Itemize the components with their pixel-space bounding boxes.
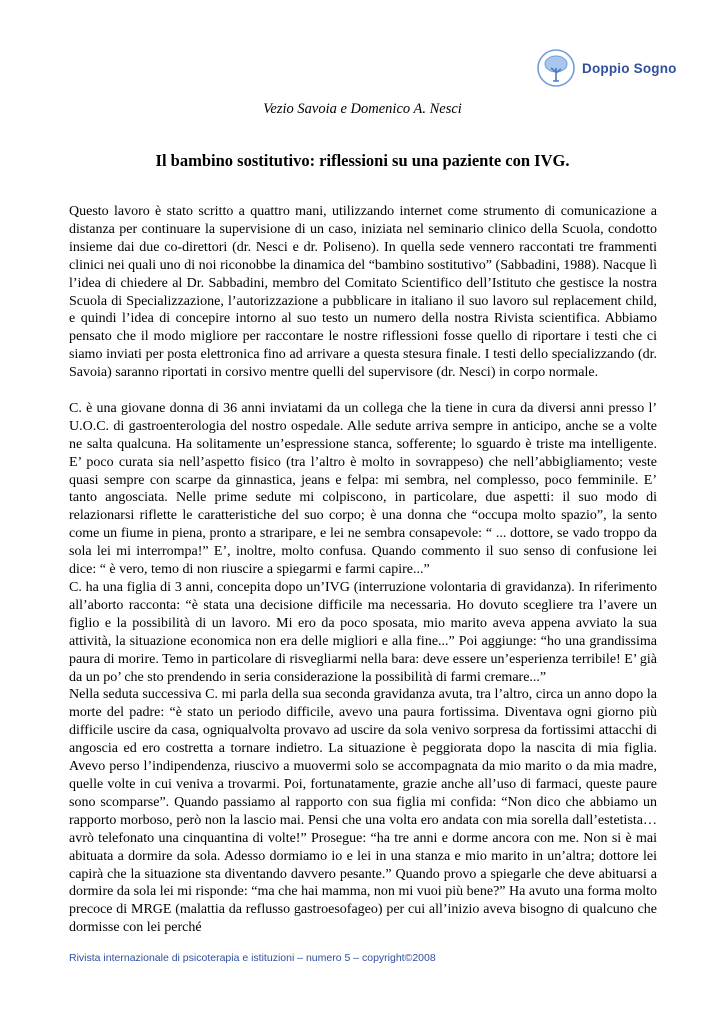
tree-icon [536, 48, 576, 88]
page-footer: Rivista internazionale di psicoterapia e istituzioni – numero 5 – copyright©2008 [69, 952, 436, 964]
paragraph: C. ha una figlia di 3 anni, concepita dopo un’IVG (interruzione volontaria di gravidanza). In riferimento all’aborto racconta: “è stata una decisione difficile ma necessaria. Ho dovuto scegliere tra l’avere un figlio e la possibilità di un lavoro. Mi ero da poco sposata, mio marito aveva appena avviato la sua attività, la situazione economica non era delle migliori e alla fine...” Poi aggiunge: “ho una grandissima paura di morire. Temo in particolare di risvegliarmi nella bara: deve essere un’esperienza terribile! E’ già da un po’ che sto prendendo in seria considerazione la possibilità di farmi cremare...” [69, 580, 657, 685]
paragraph: C. è una giovane donna di 36 anni inviatami da un collega che la tiene in cura da diversi anni presso l’ U.O.C. di gastroenterologia del nostro ospedale. Alle sedute arriva sempre in anticipo, anche se a volte ne salta qualcuna. Ha solitamente un’espressione stanca, sofferente; lo sguardo è triste ma intelligente. E’ poco curata sia nell’aspetto fisico (tra l’altro è molto in sovrappeso) che nell’abbigliamento; veste quasi sempre con scarpe da ginnastica, jeans e felpa: mi sembra, nel complesso, poco femminile. E’ tanto angosciata. Nelle prime sedute mi colpiscono, in particolare, due aspetti: il suo modo di relazionarsi riflette le caratteristiche del suo corpo; è una donna che “occupa molto spazio”, la sento come un fiume in piena, pronto a straripare, e lei ne sembra consapevole: “ ... dottore, se vado troppo da sola lei mi interrompa!” E’, inoltre, molto confusa. Quando commento il suo senso di confusione lei dice: “ è vero, temo di non riuscire a spiegarmi e farmi capire...” [69, 400, 657, 578]
paragraph: Nella seduta successiva C. mi parla della sua seconda gravidanza avuta, tra l’altro, circa un anno dopo la morte del padre: “è stato un periodo difficile, avevo una paura fortissima. Diventava ogni giorno più difficile uscire da casa, ogniqualvolta provavo ad uscire da sola venivo sorpresa da fortissimi attacchi di angoscia ed ero costretta a tornare indietro. La situazione è peggiorata dopo la nascita di mia figlia. Avevo perso l’indipendenza, riuscivo a muovermi solo se accompagnata da mio marito o da mia madre, quelle volte in cui veniva a trovarmi. Poi, fortunatamente, grazie anche all’uso di farmaci, queste paure sono scomparse”. Quando passiamo al rapporto con sua figlia mi confida: “Non dico che abbiamo un rapporto morboso, però non la lascio mai. Pensi che una volta ero andata con mia sorella dall’estetista… avrò telefonato una cinquantina di volte!” Prosegue: “ha tre anni e dorme ancora con me. Non si è mai abituata a dormire da sola. Adesso dormiamo io e lei in una stanza e mio marito in un’altra; dottore lei capirà che la situazione sta diventando davvero pesante.” Quando provo a spiegarle che deve abituarsi a dormire da sola lei mi risponde: “ma che hai mamma, non mi vuoi più bene?” Ha avuto una forma molto precoce di MRGE (malattia da reflusso gastroesofageo) per cui all’inizio aveva bisogno di qualcuno che dormisse con lei perché [69, 687, 657, 936]
document-title: Il bambino sostitutivo: riflessioni su una paziente con IVG. [155, 151, 570, 170]
paragraph: Questo lavoro è stato scritto a quattro mani, utilizzando internet come strumento di comunicazione a distanza per continuare la supervisione di un caso, iniziata nel seminario clinico della Scuola, condotto insieme dai due co-direttori (dr. Nesci e dr. Poliseno). In quella sede vennero raccontati tre frammenti clinici nei quali uno di noi riconobbe la dinamica del “bambino sostitutivo” (Sabbadini, 1988). Nacque lì l’idea di chiedere al Dr. Sabbadini, membro del Comitato Scientifico dell’Istituto che gestisce la nostra Scuola di Specializzazione, l’autorizzazione a pubblicare in italiano il suo lavoro sul replacement child, e quindi l’idea di concepire intorno al suo testo un numero della nostra Rivista scientifica. Abbiamo pensato che il modo migliore per raccontare le nostre riflessioni fosse quello di riportare i testi che ci siamo inviati per posta elettronica fino ad arrivare a questa stesura finale. I testi dello specializzando (dr. Savoia) saranno riportati in corsivo mentre quelli del supervisore (dr. Nesci) in corpo normale. [69, 204, 657, 381]
document-body [69, 203, 657, 937]
logo [536, 48, 677, 88]
authors: Vezio Savoia e Domenico A. Nesci [263, 101, 462, 117]
logo-text: Doppio Sogno [582, 60, 677, 76]
